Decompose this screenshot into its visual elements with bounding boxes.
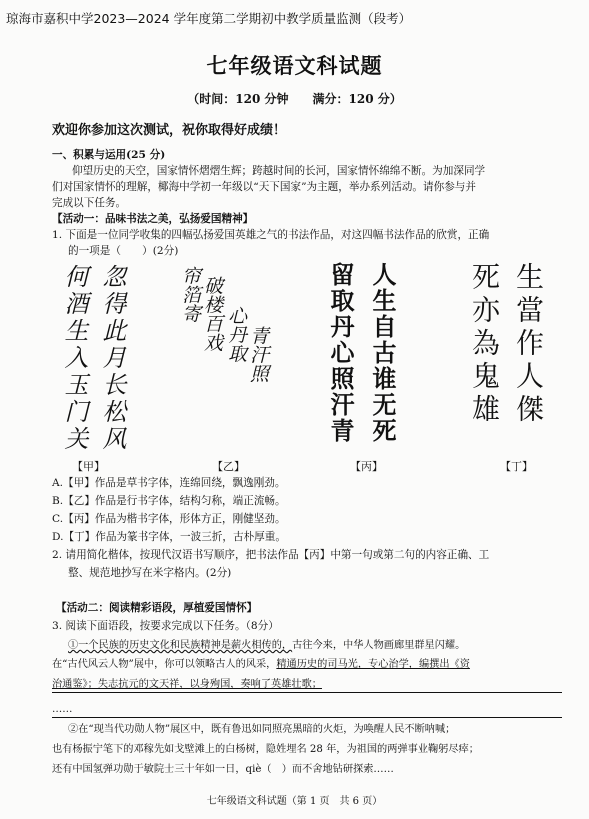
jia-col-text-right: 忽得此月长松风: [98, 264, 126, 453]
ding-col-left: 死亦為鬼雄: [468, 262, 501, 427]
q2-line-2: 整、规范地抄写在米字格内。(2分): [68, 567, 232, 579]
yi-col-2: 破楼百戏: [201, 276, 223, 352]
intro-line-1: 仰望历史的天空，国家情怀熠熠生辉；跨越时间的长河，国家情怀绵绵不断。为加深同学: [72, 165, 486, 177]
passage-p2-line3: 还有中国氢弹功勋于敏院士三十年如一日，qiè（ ）而不舍地钻研探索……: [52, 764, 394, 775]
time-score-line: （时间：120 分钟 满分：120 分）: [187, 92, 402, 106]
caption-ding: 【丁】: [500, 460, 533, 473]
bing-col-left: 留取丹心照汗青: [326, 262, 355, 444]
option-b: B.【乙】作品是行书字体，结构匀称，端正流畅。: [52, 495, 286, 507]
section1-heading: 一、积累与运用(25 分): [52, 149, 166, 161]
passage-p1-ellipsis: ……: [52, 704, 73, 715]
passage-p1-line2: [52, 660, 470, 670]
passage-sentence-3: 在“古代风云人物”展中，你可以领略古人的风采，: [52, 659, 277, 670]
bing-col-right: 人生自古谁无死: [368, 262, 397, 444]
option-c: C.【丙】作品为楷书字体，形体方正，刚健坚劲。: [52, 513, 286, 525]
exam-header: 琼海市嘉积中学2023—2024 学年度第二学期初中教学质量监测（段考）: [6, 11, 412, 26]
passage-divider: [52, 717, 562, 718]
yi-col-4: 青汗照: [247, 326, 269, 383]
jia-column-right: [100, 264, 124, 453]
jia-column-left: [62, 264, 86, 453]
caption-jia: 【甲】: [72, 460, 105, 473]
page-footer: 七年级语文科试题（第 1 页 共 6 页）: [206, 796, 383, 807]
jia-col-text: 何酒生入玉门关: [60, 264, 88, 453]
calligraphy-yi: [180, 266, 270, 446]
passage-sentence-2: 古往今来，中华人物画廊里群星闪耀。: [292, 640, 466, 651]
q1-line-1: 1. 下面是一位同学收集的四幅弘扬爱国英雄之气的书法作品，对这四幅书法作品的欣赏，正确: [52, 229, 490, 241]
passage-p1-line1: [68, 641, 465, 651]
passage-p2-line2: 也有杨振宁笔下的邓稼先如戈壁滩上的白杨树，隐姓埋名 28 年，为祖国的两弹事业鞠躬尽瘁；: [52, 744, 479, 755]
q2-line-1: 2. 请用简化楷体，按现代汉语书写顺序，把书法作品【丙】中第一句或第二句的内容正确、工: [52, 549, 490, 561]
welcome-message: 欢迎你参加这次测试，祝你取得好成绩！: [52, 123, 287, 138]
passage-sentence-1: ①一个民族的历史文化和民族精神是薪火相传的，: [68, 640, 293, 651]
q3-instruction: 3. 阅读下面语段，按要求完成以下任务。（8分）: [52, 620, 279, 632]
passage-p1-line3: [52, 680, 562, 693]
option-d: D.【丁】作品为篆书字体，一波三折，古朴厚重。: [52, 531, 286, 543]
q1-line-2: 的一项是（ ）(2分): [68, 245, 179, 257]
yi-col-3: 心丹取: [225, 306, 247, 363]
passage-p2-line1: ②在“现当代功勋人物”展区中，既有鲁迅如同照亮黑暗的火炬，为唤醒人民不断呐喊；: [68, 724, 456, 735]
intro-line-2: 们对国家情怀的理解，椰海中学初一年级以“天下国家”为主题，举办系列活动。请你参与并: [52, 181, 476, 193]
yi-col-1: 帘箔寄: [179, 266, 201, 323]
caption-bing: 【丙】: [350, 460, 383, 473]
passage-sentence-5: 治通鉴》；失志抗元的文天祥，以身殉国，奏响了英雄壮歌；: [52, 679, 322, 690]
option-a: A.【甲】作品是草书字体，连绵回绕，飘逸刚劲。: [52, 477, 286, 489]
activity1-heading: 【活动一：品味书法之美，弘扬爱国精神】: [52, 213, 254, 225]
ding-col-right: 生當作人傑: [512, 262, 545, 427]
intro-line-3: 完成以下任务。: [52, 197, 127, 209]
page-title: 七年级语文科试题: [206, 53, 383, 78]
calligraphy-bing: [328, 262, 408, 452]
caption-yi: 【乙】: [212, 460, 245, 473]
activity2-heading: 【活动二：阅读精彩语段，厚植爱国情怀】: [56, 602, 258, 614]
passage-sentence-4: 精通历史的司马光，专心治学，编撰出《资: [276, 659, 470, 670]
calligraphy-ding: [470, 262, 560, 452]
